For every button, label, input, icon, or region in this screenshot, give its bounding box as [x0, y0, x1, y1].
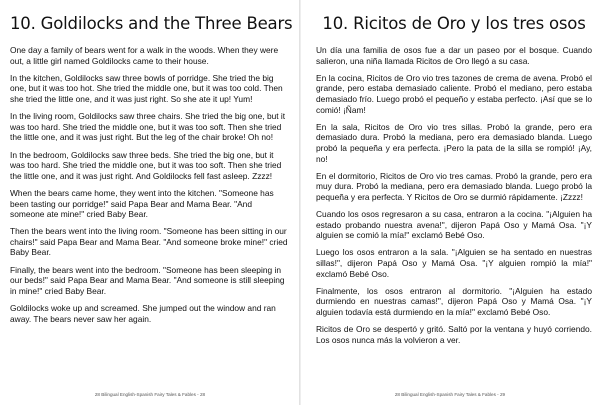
- story-paragraph: En el dormitorio, Ricitos de Oro vio tres camas. Probó la grande, pero era muy dura. Probó la mediana, pero era demasiado blanda. Luego probó la pequeña y era perfecta. Y Ricitos de Oro se durmió rápidamente. ¡Zzzz!: [316, 170, 592, 202]
- story-paragraph: In the kitchen, Goldilocks saw three bowls of porridge. She tried the big one, but it was too hot. She tried the middle one, but it was too cold. Then she tried the little one, and it was just right. So she ate it up! Yum!: [10, 72, 283, 104]
- story-paragraph: Finalmente, los osos entraron al dormitorio. "¡Alguien ha estado durmiendo en nuestras camas!", dijeron Papá Oso y Mamá Osa. "¡Y alguien todavía está durmiendo en la mía!" exclamó Bebé Oso.: [316, 285, 592, 318]
- right-page: [300, 0, 600, 405]
- story-paragraph: Cuando los osos regresaron a su casa, entraron a la cocina. "¡Alguien ha estado probando nuestra avena!", dijeron Papá Oso y Mamá Osa. "¡Y alguien se comió la mía!" exclamó Bebé Oso.: [316, 209, 592, 241]
- story-paragraph: Then the bears went into the living room. "Someone has been sitting in our chairs!" said Papa Bear and Mama Bear. "And someone broke mine!" cried Baby Bear.: [10, 226, 288, 258]
- story-paragraph: In the living room, Goldilocks saw three chairs. She tried the big one, but it was too hard. She tried the middle one, but it was too soft. Then she tried the little one, and it was just right. But the leg of the chair broke! Oh no!: [10, 111, 286, 143]
- story-paragraph: In the bedroom, Goldilocks saw three beds. She tried the big one, but it was too hard. She tried the middle one, but it was too soft. Then she tried the little one, and it was just right. And Goldilocks fell fast asleep. Zzzz!: [10, 149, 282, 181]
- story-paragraph: Un día una familia de osos fue a dar un paseo por el bosque. Cuando salieron, una niña llamada Ricitos de Oro llegó a su casa.: [316, 45, 592, 66]
- story-paragraph: En la sala, Ricitos de Oro vio tres sillas. Probó la grande, pero era demasiado dura. Probó la mediana, pero era demasiado blanda. Luego probó la pequeña y era perfecta. ¡Pero la pata de la silla se rompió! ¡Ay, no!: [316, 121, 592, 164]
- story-paragraph: Ricitos de Oro se despertó y gritó. Saltó por la ventana y huyó corriendo. Los osos nunca más la volvieron a ver.: [316, 324, 592, 345]
- story-paragraph: When the bears came home, they went into the kitchen. "Someone has been tasting our porridge!" said Papa Bear and Mama Bear. "And someone ate mine!" cried Baby Bear.: [10, 187, 274, 220]
- page-footer: 28 Bilingual English-Spanish Fairy Tales & Fables - 29: [394, 392, 506, 397]
- story-paragraph: Goldilocks woke up and screamed. She jumped out the window and ran away. The bears never saw her again.: [10, 303, 276, 324]
- story-paragraph: One day a family of bears went for a walk in the woods. When they were out, a little girl named Goldilocks came to their house.: [10, 45, 279, 66]
- story-paragraph: Finally, the bears went into the bedroom. "Someone has been sleeping in our beds!" said Papa Bear and Mama Bear. "And someone is still sleeping in mine!" cried Baby Bear.: [10, 264, 285, 296]
- story-paragraph: En la cocina, Ricitos de Oro vio tres tazones de crema de avena. Probó el grande, pero estaba demasiado caliente. Probó el mediano, pero estaba demasiado frío. Luego probó el pequeño y estaba perfecto. ¡Así que se lo comió! ¡Ñam!: [316, 72, 592, 115]
- page-title: 10. Ricitos de Oro y los tres osos: [322, 14, 586, 33]
- story-paragraph: Luego los osos entraron a la sala. "¡Alguien se ha sentado en nuestras sillas!", dijeron Papá Oso y Mamá Osa. "¡Y alguien rompió la mía!" exclamó Bebé Oso.: [316, 247, 592, 279]
- page-title: 10. Goldilocks and the Three Bears: [10, 14, 293, 33]
- page-footer: 28 Bilingual English-Spanish Fairy Tales & Fables - 28: [94, 392, 206, 397]
